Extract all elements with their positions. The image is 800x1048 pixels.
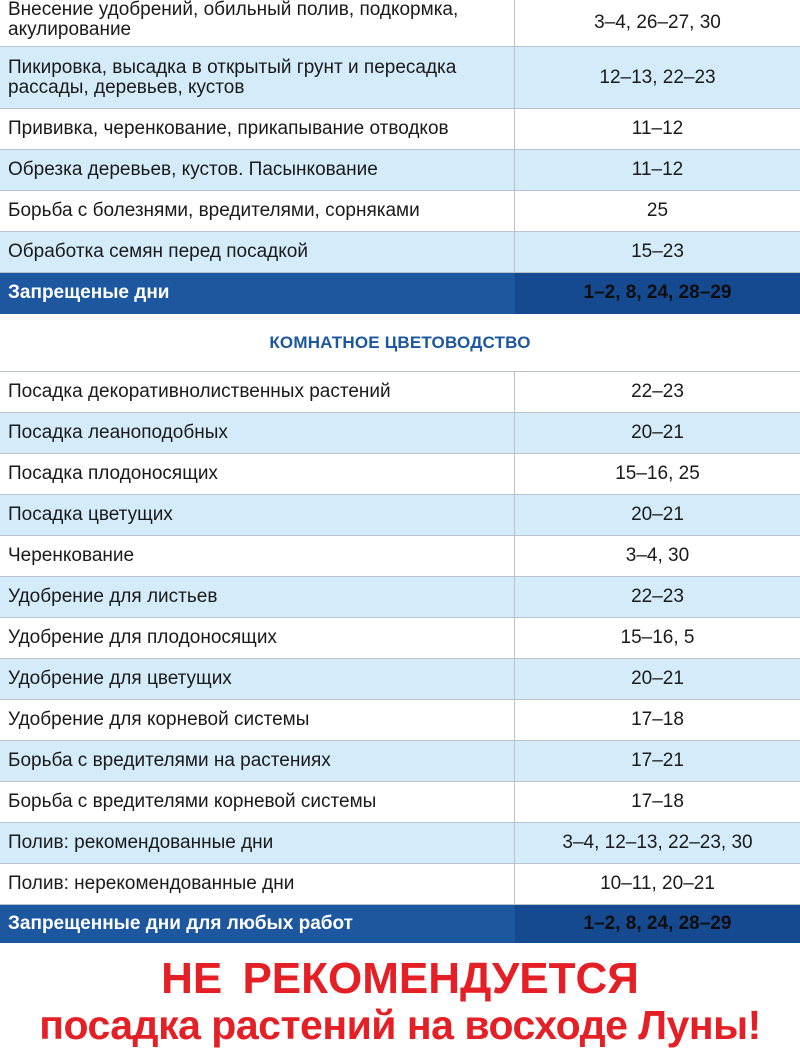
table-row <box>0 741 800 782</box>
table-row <box>0 782 800 823</box>
task-cell: Удобрение для цветущих <box>0 659 514 700</box>
table-row <box>0 372 800 413</box>
task-cell: Посадка леаноподобных <box>0 413 514 454</box>
task-cell: Обработка семян перед посадкой <box>0 232 514 273</box>
table-row <box>0 150 800 191</box>
days-cell: 15–23 <box>514 232 800 273</box>
warning-line-1: НЕ РЕКОМЕНДУЕТСЯ <box>161 954 639 1003</box>
days-cell: 11–12 <box>514 150 800 191</box>
task-cell: Полив: рекомендованные дни <box>0 823 514 864</box>
task-cell: Борьба с вредителями корневой системы <box>0 782 514 823</box>
table-row <box>0 0 800 47</box>
days-cell: 22–23 <box>514 372 800 413</box>
days-cell: 20–21 <box>514 495 800 536</box>
task-cell: Удобрение для корневой системы <box>0 700 514 741</box>
table-row <box>0 495 800 536</box>
table-row <box>0 823 800 864</box>
table-row <box>0 47 800 109</box>
days-cell: 3–4, 30 <box>514 536 800 577</box>
indoor-table <box>0 372 800 943</box>
table-row <box>0 109 800 150</box>
table-row <box>0 700 800 741</box>
days-cell: 3–4, 12–13, 22–23, 30 <box>514 823 800 864</box>
forbidden-days-row <box>0 905 800 943</box>
forbidden-days: 1–2, 8, 24, 28–29 <box>514 273 800 314</box>
days-cell: 10–11, 20–21 <box>514 864 800 905</box>
task-cell: Полив: нерекомендованные дни <box>0 864 514 905</box>
days-cell: 17–21 <box>514 741 800 782</box>
task-cell: Борьба с вредителями на растениях <box>0 741 514 782</box>
forbidden-days-row <box>0 273 800 314</box>
task-cell: Борьба с болезнями, вредителями, сорняками <box>0 191 514 232</box>
table-row <box>0 659 800 700</box>
days-cell: 17–18 <box>514 700 800 741</box>
garden-table <box>0 0 800 314</box>
forbidden-label: Запрещеные дни <box>0 273 514 314</box>
task-cell: Посадка цветущих <box>0 495 514 536</box>
task-cell: Посадка плодоносящих <box>0 454 514 495</box>
days-cell: 25 <box>514 191 800 232</box>
task-cell: Обрезка деревьев, кустов. Пасынкование <box>0 150 514 191</box>
task-cell: Черенкование <box>0 536 514 577</box>
table-row <box>0 454 800 495</box>
days-cell: 20–21 <box>514 413 800 454</box>
days-cell: 20–21 <box>514 659 800 700</box>
forbidden-label: Запрещенные дни для любых работ <box>0 905 514 943</box>
table-row <box>0 191 800 232</box>
forbidden-days: 1–2, 8, 24, 28–29 <box>514 905 800 943</box>
table-row <box>0 864 800 905</box>
table-row <box>0 577 800 618</box>
task-cell: Удобрение для плодоносящих <box>0 618 514 659</box>
section-title: КОМНАТНОЕ ЦВЕТОВОДСТВО <box>0 314 800 372</box>
table-row <box>0 618 800 659</box>
task-cell: Прививка, черенкование, прикапывание отводков <box>0 109 514 150</box>
warning-banner <box>0 956 800 1048</box>
task-cell: Пикировка, высадка в открытый грунт и пересадка рассады, деревьев, кустов <box>0 47 514 109</box>
days-cell: 22–23 <box>514 577 800 618</box>
table-row <box>0 536 800 577</box>
task-cell: Внесение удобрений, обильный полив, подкормка, акулирование <box>0 0 514 47</box>
warning-line-2: посадка растений на восходе Луны! <box>39 1002 761 1048</box>
days-cell: 15–16, 5 <box>514 618 800 659</box>
days-cell: 11–12 <box>514 109 800 150</box>
days-cell: 12–13, 22–23 <box>514 47 800 109</box>
task-cell: Удобрение для листьев <box>0 577 514 618</box>
table-row <box>0 232 800 273</box>
table-row <box>0 413 800 454</box>
days-cell: 3–4, 26–27, 30 <box>514 0 800 47</box>
task-cell: Посадка декоративнолиственных растений <box>0 372 514 413</box>
days-cell: 17–18 <box>514 782 800 823</box>
days-cell: 15–16, 25 <box>514 454 800 495</box>
